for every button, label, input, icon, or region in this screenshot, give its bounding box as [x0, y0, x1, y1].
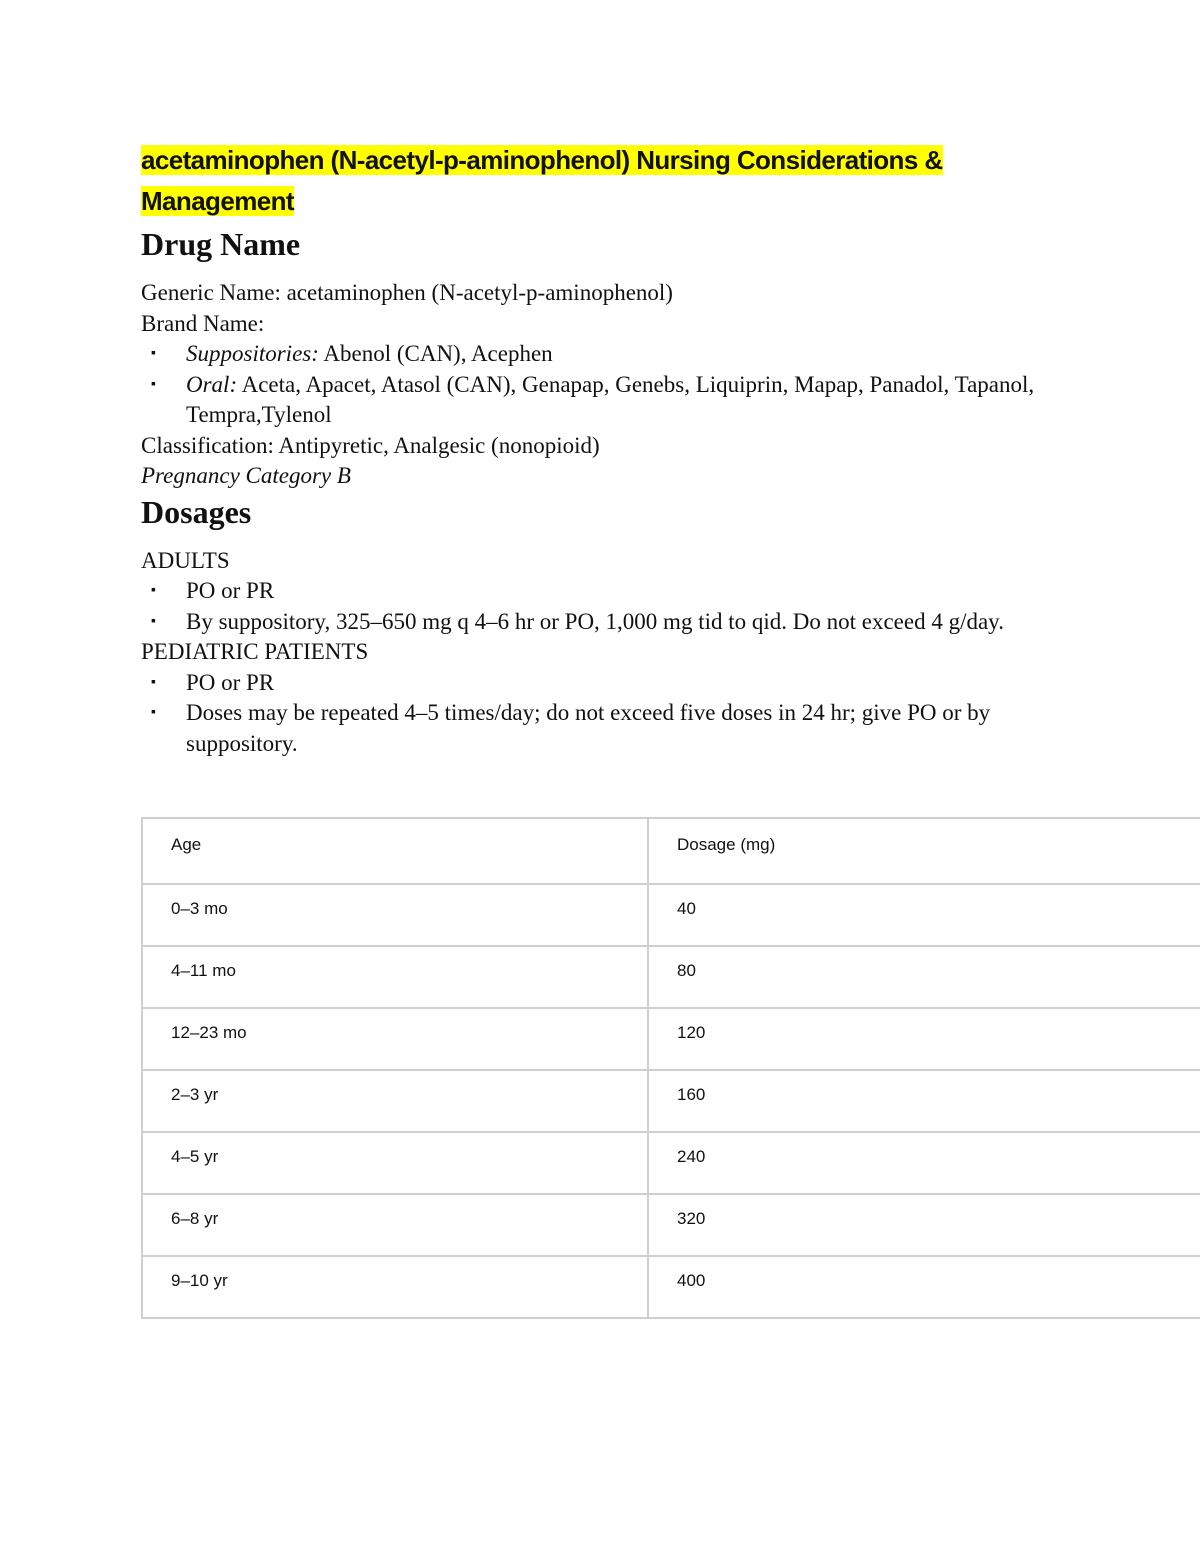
table-row: [142, 1008, 1200, 1070]
table-row: [142, 1256, 1200, 1318]
list-item-text: Doses may be repeated 4–5 times/day; do not exceed five doses in 24 hr; give PO or by suppository.: [186, 700, 991, 756]
pediatric-list: [141, 668, 1200, 760]
table-cell-age: 4–5 yr: [142, 1132, 648, 1194]
brand-item-text: Abenol (CAN), Acephen: [318, 341, 553, 366]
table-cell-age: 2–3 yr: [142, 1070, 648, 1132]
list-item: [141, 668, 1086, 699]
table-cell-dosage: 320: [648, 1194, 1200, 1256]
table-cell-dosage: 160: [648, 1070, 1200, 1132]
bullet-icon: ▪: [151, 346, 156, 361]
pediatric-label: PEDIATRIC PATIENTS: [141, 639, 369, 664]
table-row: [142, 1070, 1200, 1132]
generic-name-line: Generic Name: acetaminophen (N-acetyl-p-aminophenol): [141, 280, 673, 305]
table-row: [142, 946, 1200, 1008]
list-item-text: PO or PR: [186, 669, 275, 695]
dosages-heading: Dosages: [141, 493, 252, 530]
table-row: [142, 1194, 1200, 1256]
drug-name-heading: Drug Name: [141, 226, 301, 262]
list-item-text: By suppository, 325–650 mg q 4–6 hr or PO, 1,000 mg tid to qid. Do not exceed 4 g/day.: [186, 608, 1004, 634]
table-cell-dosage: 240: [648, 1132, 1200, 1194]
classification-line: Classification: Antipyretic, Analgesic (nonopioid): [141, 432, 600, 458]
bullet-icon: ▪: [151, 613, 156, 629]
page-title: [141, 140, 1061, 222]
bullet-icon: ▪: [151, 376, 156, 392]
list-item: [141, 576, 1086, 607]
brand-item-label: Suppositories:: [186, 341, 319, 366]
page-title-text: acetaminophen (N-acetyl-p-aminophenol) Nursing Considerations & Management: [141, 145, 943, 216]
table-cell-age: 6–8 yr: [142, 1194, 648, 1256]
table-cell-age: 9–10 yr: [142, 1256, 648, 1318]
brand-name-label: Brand Name:: [141, 310, 265, 336]
brand-item-text: Aceta, Apacet, Atasol (CAN), Genapap, Genebs, Liquiprin, Mapap, Panadol, Tapanol, Tempra,Tylenol: [186, 371, 1035, 427]
brand-item-suppositories: [141, 339, 1086, 370]
list-item: [141, 607, 1086, 638]
pediatric-dosage-table: [141, 817, 1200, 1319]
table-cell-dosage: 400: [648, 1256, 1200, 1318]
bullet-icon: ▪: [151, 674, 156, 690]
dosages-block: [141, 546, 1200, 760]
adults-list: [141, 576, 1200, 637]
table-header-row: [142, 818, 1200, 884]
table-row: [142, 884, 1200, 946]
bullet-icon: ▪: [151, 705, 156, 720]
table-cell-dosage: 80: [648, 946, 1200, 1008]
document-body: [141, 140, 1200, 759]
table-cell-age: 0–3 mo: [142, 884, 648, 946]
table-header-cell: Dosage (mg): [648, 818, 1200, 884]
adults-label: ADULTS: [141, 547, 230, 573]
pregnancy-category-line: Pregnancy Category B: [141, 463, 351, 488]
table-row: [142, 1132, 1200, 1194]
brand-list: [141, 339, 1200, 431]
table-cell-dosage: 120: [648, 1008, 1200, 1070]
list-item-text: PO or PR: [186, 578, 275, 603]
list-item: [141, 698, 1086, 759]
table-header-cell: Age: [142, 818, 648, 884]
drug-name-block: [141, 278, 1200, 492]
bullet-icon: ▪: [151, 583, 156, 598]
table-cell-age: 12–23 mo: [142, 1008, 648, 1070]
table-cell-dosage: 40: [648, 884, 1200, 946]
brand-item-oral: [141, 370, 1086, 431]
table-cell-age: 4–11 mo: [142, 946, 648, 1008]
brand-item-label: Oral:: [186, 371, 238, 397]
